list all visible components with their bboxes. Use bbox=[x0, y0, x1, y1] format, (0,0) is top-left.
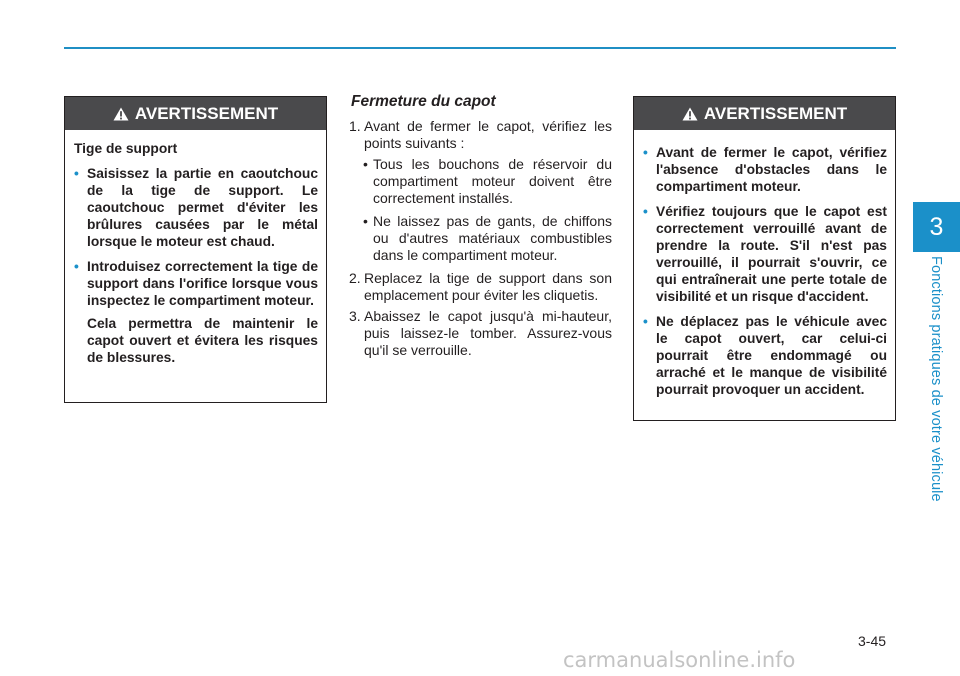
step-item: 2. Replacez la tige de support dans son emplacement pour éviter les cliquetis. bbox=[349, 270, 612, 303]
step-item: 1. Avant de fermer le capot, vérifiez les points suivants : bbox=[349, 118, 612, 151]
warning-header bbox=[65, 97, 326, 130]
page-number: 3-45 bbox=[858, 633, 887, 649]
step-item: 3. Abaissez le capot jusqu'à mi-hauteur, puis laissez-le tomber. Assurez-vous qu'il se verrouille. bbox=[349, 308, 612, 358]
bullet-dot-icon: • bbox=[643, 204, 648, 219]
bullet-dot-icon: • bbox=[363, 156, 368, 172]
bullet-dot-icon: • bbox=[643, 145, 648, 160]
watermark: carmanualsonline.info bbox=[563, 648, 796, 672]
bullet-dot-icon: • bbox=[643, 314, 648, 329]
bullet-dot-icon: • bbox=[74, 166, 79, 181]
warning-bullet: • Ne déplacez pas le véhicule avec le capot ouvert, car celui-ci pourrait être endommagé ou arraché et le manque de visibilité pourrait provoquer un accident. bbox=[643, 314, 887, 397]
hood-closing-section bbox=[349, 92, 612, 363]
warning-triangle-icon bbox=[113, 107, 129, 121]
sub-bullet-item: • Ne laissez pas de gants, de chiffons ou d'autres matériaux combustibles dans le compartiment moteur. bbox=[363, 213, 612, 263]
warning-bullet: • Saisissez la partie en caoutchouc de la tige de support. Le caoutchouc permet d'éviter les brûlures causées par le métal lorsque le moteur est chaud. bbox=[74, 166, 318, 249]
warning-bullet: • Vérifiez toujours que le capot est correctement verrouillé avant de prendre la route. S'il n'est pas verrouillé, il pourrait s'ouvrir, ce qui entraînerait une perte totale de visibilité et un risque d'accident. bbox=[643, 204, 887, 304]
warning-header bbox=[634, 97, 895, 130]
section-title: Fermeture du capot bbox=[351, 93, 496, 110]
warning-bullet: • Introduisez correctement la tige de support dans l'orifice lorsque vous inspectez le compartiment moteur. bbox=[74, 259, 318, 308]
bullet-dot-icon: • bbox=[363, 213, 368, 229]
warning-bullet: • Avant de fermer le capot, vérifiez l'absence d'obstacles dans le compartiment moteur. bbox=[643, 145, 887, 194]
chapter-side-title: Fonctions pratiques de votre véhicule bbox=[928, 256, 944, 502]
warning-box-hood-closing bbox=[633, 96, 896, 421]
warning-continuation: Cela permettra de maintenir le capot ouvert et évitera les risques de blessures. bbox=[87, 316, 318, 365]
warning-box-support-rod bbox=[64, 96, 327, 403]
header-rule bbox=[64, 47, 896, 49]
bullet-dot-icon: • bbox=[74, 259, 79, 274]
warning-header-label: AVERTISSEMENT bbox=[134, 103, 279, 123]
chapter-number-tab: 3 bbox=[913, 202, 960, 252]
warning-header-label: AVERTISSEMENT bbox=[703, 103, 848, 123]
warning-subhead: Tige de support bbox=[74, 141, 178, 156]
warning-triangle-icon bbox=[682, 107, 698, 121]
sub-bullet-item: • Tous les bouchons de réservoir du compartiment moteur doivent être correctement installés. bbox=[363, 156, 612, 206]
